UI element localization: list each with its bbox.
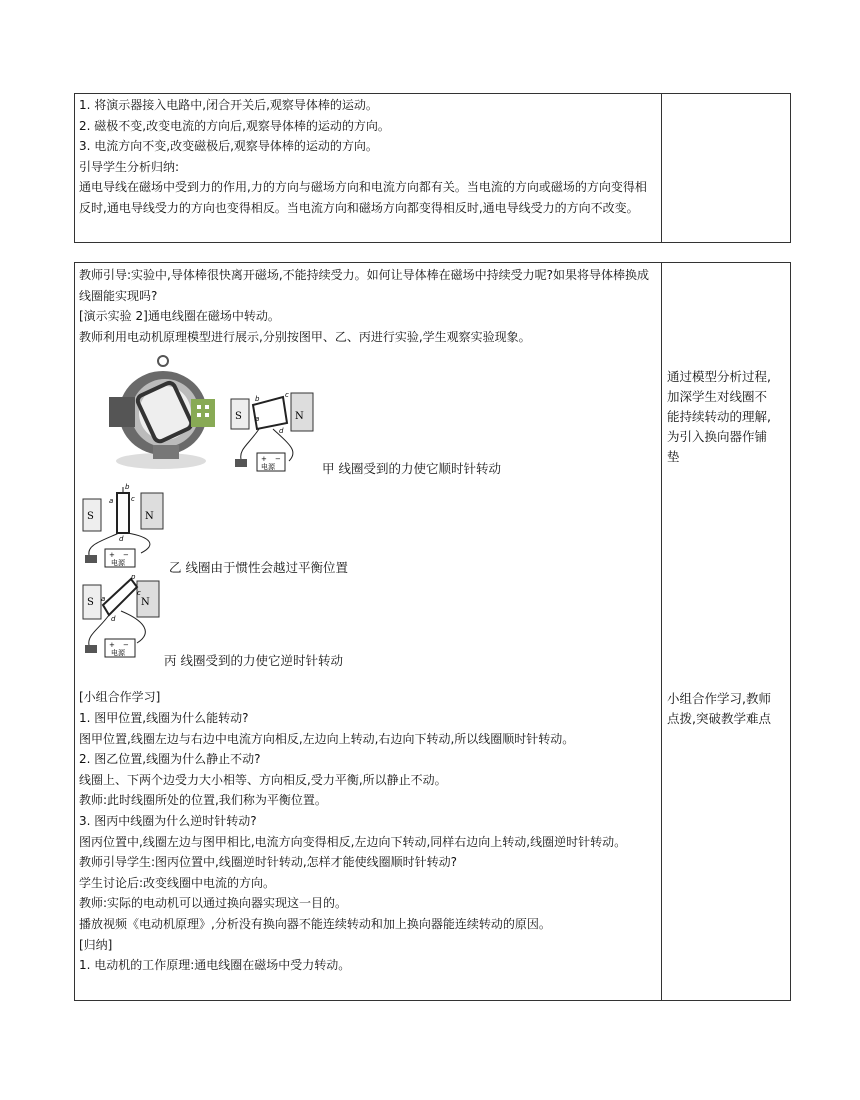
caption-yi: 乙 线圈由于惯性会越过平衡位置 [169, 560, 348, 576]
svg-text:c: c [131, 495, 135, 504]
coil-figure-jia [229, 389, 319, 475]
student-discussion: 学生讨论后:改变线圈中电流的方向。 [79, 875, 276, 890]
motor-model-figure [101, 353, 219, 471]
figure-area [79, 347, 657, 687]
table1-main-cell [75, 94, 662, 242]
design-note-2: 小组合作学习,教师点拨,突破教学难点 [667, 691, 771, 726]
teacher-commutator: 教师:实际的电动机可以通过换向器实现这一目的。 [79, 896, 348, 911]
step-1: 1. 将演示器接入电路中,闭合开关后,观察导体棒的运动。 [79, 98, 378, 112]
svg-text:S: S [87, 597, 94, 609]
caption-bing: 丙 线圈受到的力使它逆时针转动 [164, 653, 343, 669]
question-2: 2. 图乙位置,线圈为什么静止不动? [79, 752, 261, 767]
svg-text:−: − [123, 551, 129, 560]
answer-3: 图丙位置中,线圈左边与图甲相比,电流方向变得相反,左边向下转动,同样右边向上转动,线圈逆时针转动。 [79, 834, 627, 849]
svg-text:N: N [145, 511, 154, 523]
svg-text:a: a [255, 415, 260, 424]
demo-description: 教师利用电动机原理模型进行展示,分别按图甲、乙、丙进行实验,学生观察实验现象。 [79, 329, 531, 344]
answer-1: 图甲位置,线圈左边与右边中电流方向相反,左边向上转动,右边向下转动,所以线圈顺时针转动。 [79, 731, 575, 746]
coil-figure-bing [81, 575, 167, 661]
svg-text:a: a [109, 497, 114, 506]
summary-point-1: 1. 电动机的工作原理:通电线圈在磁场中受力转动。 [79, 958, 351, 973]
svg-text:c: c [137, 589, 141, 598]
svg-text:+: + [109, 641, 115, 650]
summary-title: [归纳] [79, 937, 113, 952]
design-note-1: 通过模型分析过程,加深学生对线圈不能持续转动的理解,为引入换向器作铺垫 [667, 369, 771, 464]
svg-text:−: − [123, 641, 129, 650]
svg-text:c: c [285, 391, 289, 400]
conclusion-paragraph: 通电导线在磁场中受到力的作用,力的方向与磁场方向和电流方向都有关。当电流的方向或磁场的方向变得相反时,通电导线受力的方向也变得相反。当电流方向和磁场方向都变得相反时,通电导线受力的方向不改变。 [79, 180, 647, 215]
table1-note-cell [662, 94, 790, 242]
svg-text:d: d [111, 615, 116, 624]
svg-text:电源: 电源 [111, 559, 125, 568]
answer-2: 线圈上、下两个边受力大小相等、方向相反,受力平衡,所以静止不动。 [79, 772, 447, 787]
demo-title: [演示实验 2]通电线圈在磁场中转动。 [79, 309, 280, 324]
caption-jia: 甲 线圈受到的力使它顺时针转动 [322, 461, 501, 477]
svg-text:电源: 电源 [111, 649, 125, 658]
svg-text:d: d [119, 535, 124, 544]
svg-text:电源: 电源 [261, 463, 275, 472]
svg-text:a: a [101, 595, 106, 604]
svg-text:d: d [279, 427, 284, 436]
teacher-intro: 教师引导:实验中,导体棒很快离开磁场,不能持续受力。如何让导体棒在磁场中持续受力呢?如果将导体棒换成线圈能实现吗? [79, 268, 650, 303]
table-experiment-1 [74, 93, 791, 243]
step-2: 2. 磁极不变,改变电流的方向后,观察导体棒的运动的方向。 [79, 118, 390, 133]
group-study-title: [小组合作学习] [79, 690, 161, 705]
table2-note-cell [662, 263, 790, 1000]
svg-text:N: N [295, 411, 304, 423]
table2-main-cell [75, 263, 662, 1000]
svg-text:S: S [87, 511, 94, 523]
video-note: 播放视频《电动机原理》,分析没有换向器不能连续转动和加上换向器能连续转动的原因。 [79, 916, 551, 931]
svg-text:b: b [131, 575, 136, 582]
question-3: 3. 图丙中线圈为什么逆时针转动? [79, 813, 257, 828]
coil-figure-yi [81, 483, 167, 569]
svg-text:N: N [141, 597, 150, 609]
teacher-guide: 教师引导学生:图丙位置中,线圈逆时针转动,怎样才能使线圈顺时针转动? [79, 855, 458, 870]
svg-text:+: + [109, 551, 115, 560]
svg-text:b: b [255, 395, 260, 404]
svg-text:−: − [275, 455, 281, 464]
question-1: 1. 图甲位置,线圈为什么能转动? [79, 710, 249, 725]
teacher-balance-note: 教师:此时线圈所处的位置,我们称为平衡位置。 [79, 793, 327, 808]
svg-text:S: S [235, 411, 242, 423]
analysis-heading: 引导学生分析归纳: [79, 159, 180, 174]
svg-text:+: + [261, 455, 267, 464]
step-3: 3. 电流方向不变,改变磁极后,观察导体棒的运动的方向。 [79, 139, 378, 154]
table-experiment-2 [74, 262, 791, 1001]
svg-text:b: b [125, 483, 130, 492]
